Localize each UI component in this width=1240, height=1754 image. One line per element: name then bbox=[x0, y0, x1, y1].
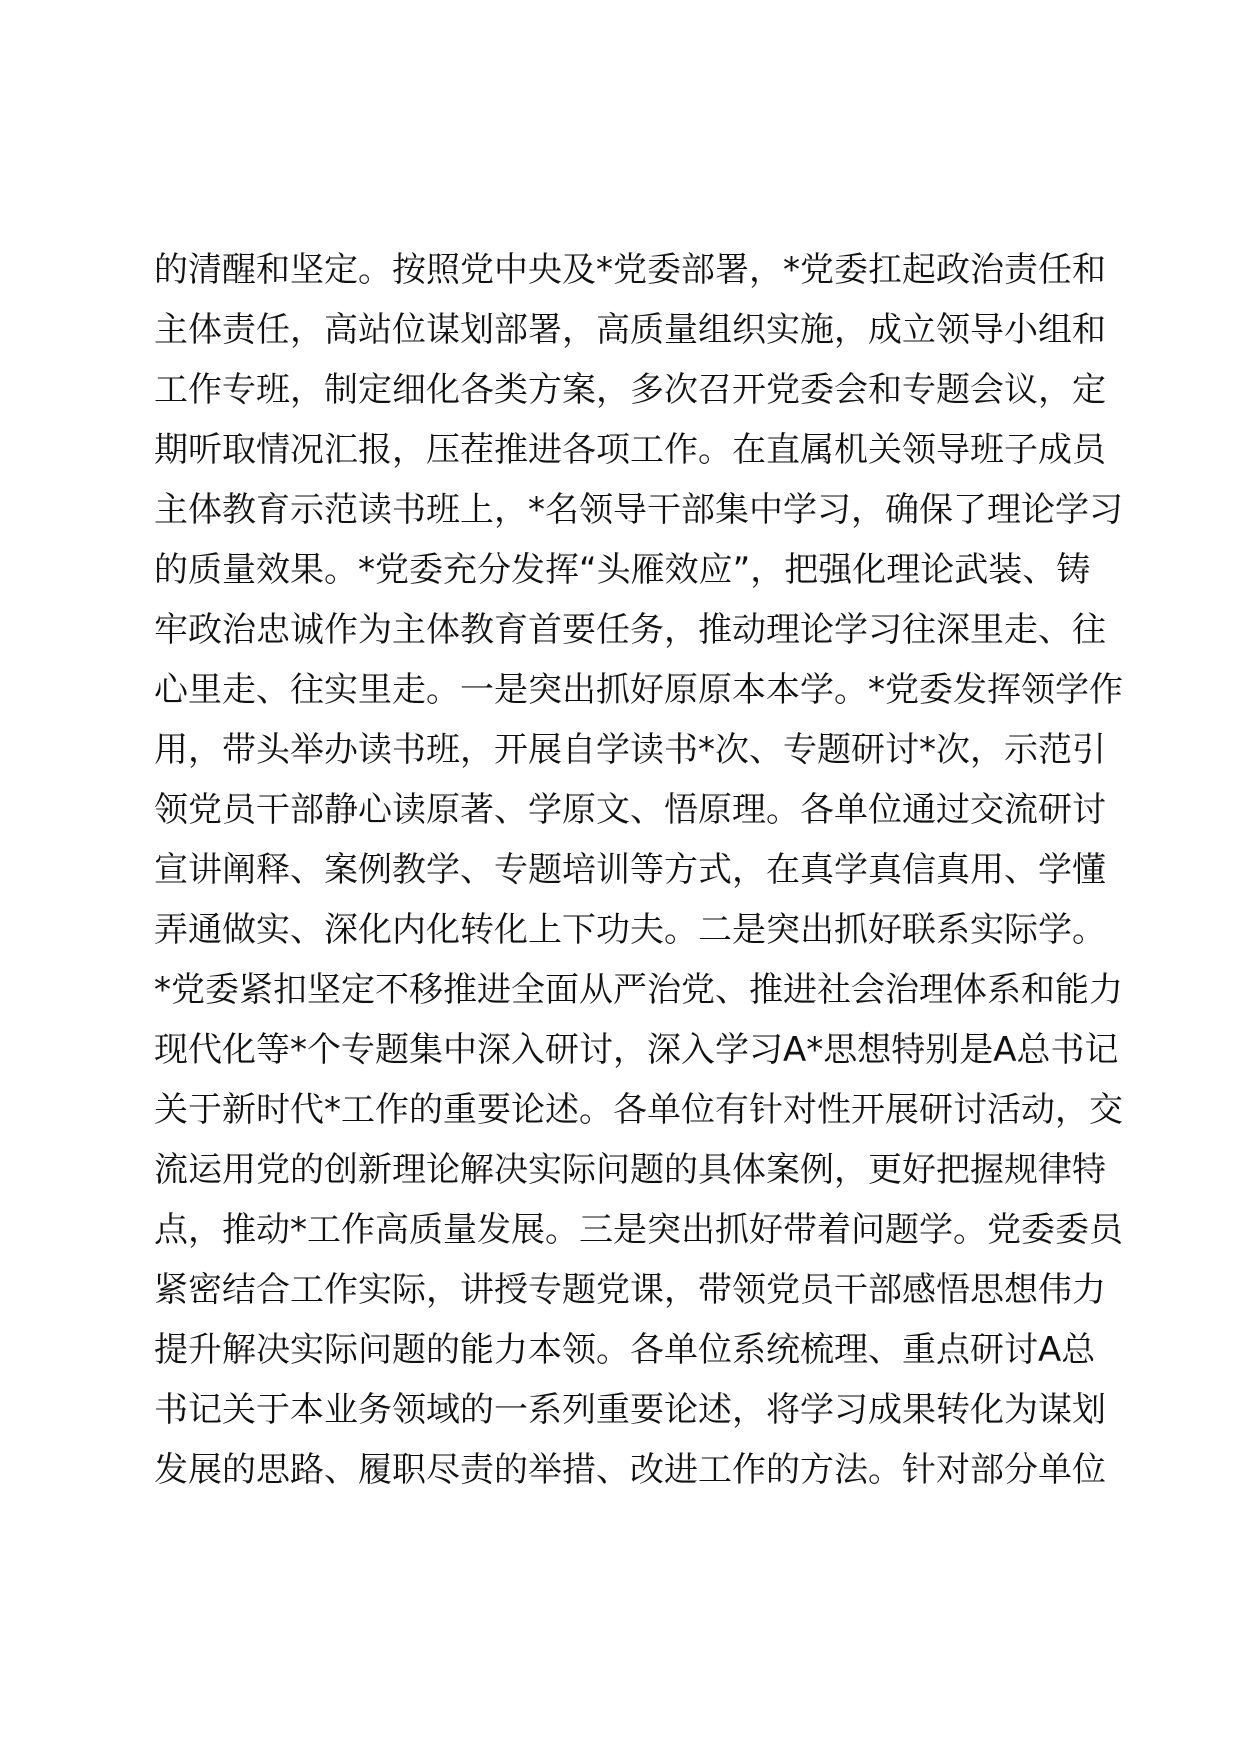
text-line: 书记关于本业务领域的一系列重要论述，将学习成果转化为谋划 bbox=[154, 1390, 1106, 1430]
text-line: 期听取情况汇报，压茬推进各项工作。在直属机关领导班子成员 bbox=[154, 430, 1106, 470]
text-line: 流运用党的创新理论解决实际问题的具体案例，更好把握规律特 bbox=[154, 1150, 1106, 1190]
text-line: 领党员干部静心读原著、学原文、悟原理。各单位通过交流研讨 bbox=[154, 790, 1106, 830]
body-text bbox=[154, 240, 1123, 1500]
text-line: 关于新时代*工作的重要论述。各单位有针对性开展研讨活动，交 bbox=[154, 1090, 1123, 1130]
text-line: 心里走、往实里走。一是突出抓好原原本本学。*党委发挥领学作 bbox=[154, 670, 1123, 710]
text-line: 宣讲阐释、案例教学、专题培训等方式，在真学真信真用、学懂 bbox=[154, 850, 1106, 890]
text-line: 的清醒和坚定。按照党中央及*党委部署，*党委扛起政治责任和 bbox=[154, 250, 1106, 290]
text-line: *党委紧扣坚定不移推进全面从严治党、推进社会治理体系和能力 bbox=[154, 970, 1123, 1010]
text-line: 发展的思路、履职尽责的举措、改进工作的方法。针对部分单位 bbox=[154, 1450, 1106, 1490]
text-line: 牢政治忠诚作为主体教育首要任务，推动理论学习往深里走、往 bbox=[154, 610, 1106, 650]
text-line: 的质量效果。*党委充分发挥“头雁效应”，把强化理论武装、铸 bbox=[154, 550, 1091, 590]
text-line: 工作专班，制定细化各类方案，多次召开党委会和专题会议，定 bbox=[154, 370, 1106, 410]
text-line: 弄通做实、深化内化转化上下功夫。二是突出抓好联系实际学。 bbox=[154, 910, 1106, 950]
text-line: 用，带头举办读书班，开展自学读书*次、专题研讨*次，示范引 bbox=[154, 730, 1106, 770]
text-line: 提升解决实际问题的能力本领。各单位系统梳理、重点研讨A总 bbox=[154, 1330, 1096, 1370]
text-line: 主体责任，高站位谋划部署，高质量组织实施，成立领导小组和 bbox=[154, 310, 1106, 350]
text-line: 主体教育示范读书班上，*名领导干部集中学习，确保了理论学习 bbox=[154, 490, 1123, 530]
text-line: 点，推动*工作高质量发展。三是突出抓好带着问题学。党委委员 bbox=[154, 1210, 1123, 1250]
text-line: 紧密结合工作实际，讲授专题党课，带领党员干部感悟思想伟力 bbox=[154, 1270, 1106, 1310]
text-line: 现代化等*个专题集中深入研讨，深入学习A*思想特别是A总书记 bbox=[154, 1030, 1119, 1070]
